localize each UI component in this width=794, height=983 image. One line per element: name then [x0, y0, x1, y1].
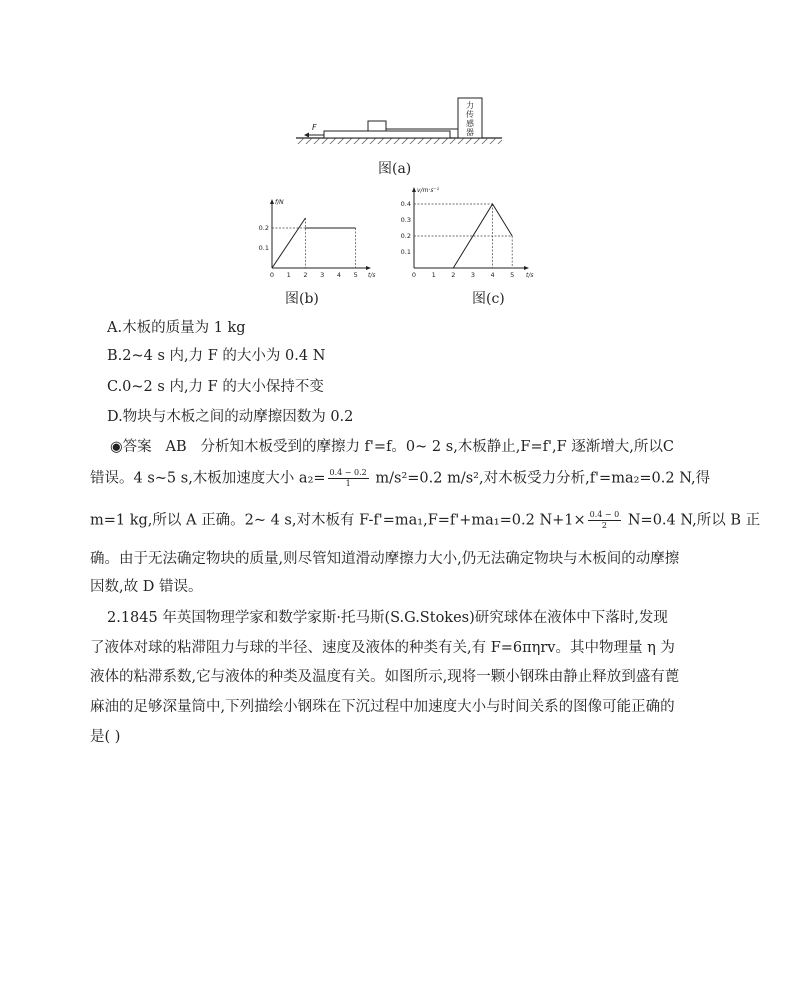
chart-b-y-arrow	[270, 199, 274, 204]
option-b: B.2~4 s 内,力 F 的大小为 0.4 N	[107, 348, 326, 364]
answer-line-2	[90, 468, 711, 489]
chart-b-x-tick: 4	[336, 271, 341, 279]
figure-c-caption: 图(c)	[472, 291, 505, 307]
answer-line-2-a: 错误。4 s~5 s,木板加速度大小 a₂=	[90, 470, 326, 487]
chart-c-y-arrow	[412, 187, 416, 192]
sensor-char-3: 感	[466, 119, 474, 128]
answer-line-5: 因数,故 D 错误。	[90, 579, 203, 595]
force-label: F	[312, 123, 317, 132]
figure-b-caption: 图(b)	[285, 291, 319, 307]
answer-line-2-b: m/s²=0.2 m/s²,对木板受力分析,f'=ma₂=0.2 N,得	[370, 470, 711, 487]
chart-b-x-tick: 0	[269, 271, 275, 279]
option-c: C.0~2 s 内,力 F 的大小保持不变	[107, 379, 324, 395]
question2-line-2: 了液体对球的粘滞阻力与球的半径、速度及液体的种类有关,有 F=6πηrv。其中物理量 η 为	[90, 640, 675, 656]
sensor-char-2: 传	[466, 110, 474, 119]
chart-b-x-tick: 3	[320, 271, 325, 279]
sensor-char-4: 器	[466, 128, 474, 137]
chart-c-x-tick: 0	[411, 271, 417, 279]
ground-hatch	[298, 138, 502, 144]
question2-line-1: 2.1845 年英国物理学家和数学家斯·托马斯(S.G.Stokes)研究球体在液体中下落时,发现	[107, 610, 668, 626]
question2-line-3: 液体的粘滞系数,它与液体的种类及温度有关。如图所示,现将一颗小钢珠由静止释放到盛有蓖	[90, 669, 680, 685]
fraction-1	[328, 468, 369, 489]
chart-b-x-tick: 1	[286, 271, 291, 279]
answer-key: AB	[165, 439, 187, 455]
sensor-char-1: 力	[466, 101, 474, 110]
chart-c-x-tick: 4	[490, 271, 495, 279]
fraction-2-numerator: 0.4 − 0	[589, 510, 620, 519]
question2-line-4: 麻油的足够深量筒中,下列描绘小钢珠在下沉过程中加速度大小与时间关系的图像可能正确的	[90, 699, 675, 715]
board	[324, 131, 450, 138]
chart-b-y-label: f/N	[275, 199, 284, 206]
chart-b-x-tick: 5	[353, 271, 358, 279]
chart-c-x-tick: 2	[451, 271, 456, 279]
figure-c-chart	[400, 184, 550, 280]
chart-c-y-tick: 0.3	[400, 216, 411, 224]
chart-b-y-tick: 0.2	[258, 224, 269, 232]
option-a: A.木板的质量为 1 kg	[107, 320, 246, 336]
answer-line-4: 确。由于无法确定物块的质量,则尽管知道滑动摩擦力大小,仍无法确定物块与木板间的动摩擦	[90, 551, 680, 567]
chart-c-y-tick: 0.2	[400, 232, 411, 240]
chart-b-series-ramp	[272, 218, 305, 268]
figure-a	[290, 90, 510, 152]
figure-b-chart	[258, 194, 378, 280]
chart-c-x-label: t/s	[526, 272, 534, 279]
answer-line-1	[110, 437, 710, 457]
chart-c-y-tick: 0.4	[400, 200, 411, 208]
chart-c-x-tick: 3	[470, 271, 475, 279]
chart-c-x-arrow	[524, 266, 529, 270]
figure-a-caption: 图(a)	[378, 161, 412, 177]
answer-line-3-b: N=0.4 N,所以 B 正	[623, 512, 761, 529]
fraction-2	[588, 510, 622, 531]
chart-b-y-tick: 0.1	[258, 244, 269, 252]
question2-line-5: 是( )	[90, 729, 121, 745]
answer-line-1-text: 分析知木板受到的摩擦力 f'=f。0~ 2 s,木板静止,F=f',F 逐渐增大,所以C	[200, 439, 674, 455]
chart-c-y-label: v/m·s⁻¹	[417, 187, 440, 194]
fraction-1-denominator: 1	[345, 479, 351, 488]
chart-b-x-tick: 2	[303, 271, 308, 279]
chart-b-x-label: t/s	[368, 272, 376, 279]
answer-marker: ◉答案	[110, 439, 152, 455]
answer-line-3	[90, 510, 761, 531]
answer-line-3-a: m=1 kg,所以 A 正确。2~ 4 s,对木板有 F-f'=ma₁,F=f'+ma₁=0.2 N+1×	[90, 512, 586, 529]
chart-b-x-arrow	[366, 266, 371, 270]
chart-c-x-tick: 1	[431, 271, 436, 279]
chart-c-x-tick: 5	[510, 271, 515, 279]
option-d: D.物块与木板之间的动摩擦因数为 0.2	[107, 409, 354, 425]
fraction-2-denominator: 2	[601, 521, 607, 530]
block	[368, 121, 386, 131]
force-arrow-head	[304, 133, 309, 138]
fraction-1-numerator: 0.4 − 0.2	[329, 468, 367, 477]
chart-c-y-tick: 0.1	[400, 248, 411, 256]
